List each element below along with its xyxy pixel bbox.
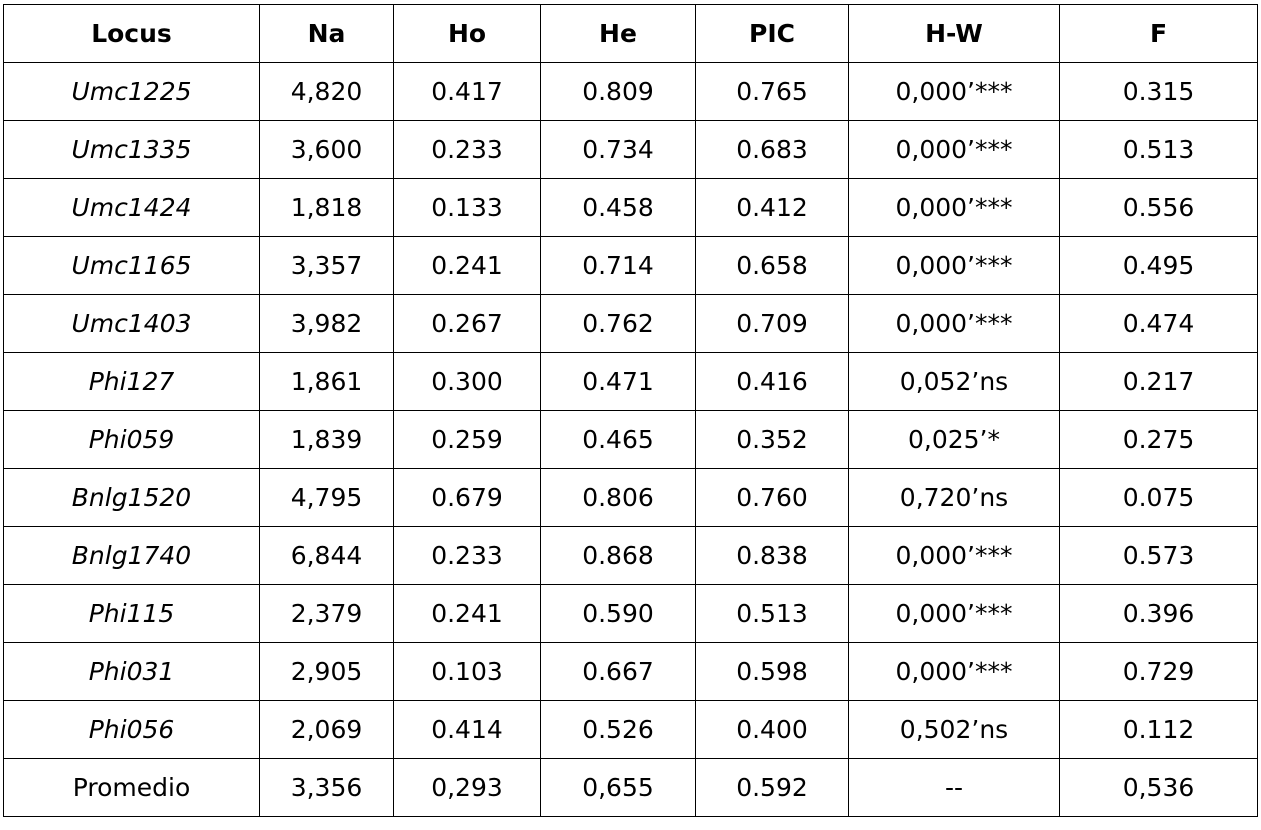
f-cell: 0.217 [1060, 353, 1258, 411]
locus-cell: Phi031 [4, 643, 260, 701]
hw-cell: 0,000’*** [849, 295, 1060, 353]
column-header-ho: Ho [394, 5, 541, 63]
table-row [4, 585, 1258, 643]
table-row [4, 63, 1258, 121]
hw-cell: 0,000’*** [849, 237, 1060, 295]
ho-cell: 0.241 [394, 585, 541, 643]
na-cell: 3,982 [260, 295, 394, 353]
f-cell: 0.513 [1060, 121, 1258, 179]
na-cell: 2,905 [260, 643, 394, 701]
he-cell: 0.526 [541, 701, 696, 759]
he-cell: 0.868 [541, 527, 696, 585]
locus-cell: Umc1335 [4, 121, 260, 179]
hw-cell: 0,000’*** [849, 63, 1060, 121]
f-cell: 0.573 [1060, 527, 1258, 585]
hw-cell: 0,502’ns [849, 701, 1060, 759]
f-cell: 0.075 [1060, 469, 1258, 527]
na-cell: 3,600 [260, 121, 394, 179]
table-row [4, 295, 1258, 353]
average-label: Promedio [4, 759, 260, 817]
locus-cell: Bnlg1740 [4, 527, 260, 585]
he-cell: 0.809 [541, 63, 696, 121]
locus-cell: Umc1403 [4, 295, 260, 353]
locus-cell: Umc1225 [4, 63, 260, 121]
na-cell: 1,818 [260, 179, 394, 237]
f-cell: 0.112 [1060, 701, 1258, 759]
f-cell: 0.495 [1060, 237, 1258, 295]
column-header-na: Na [260, 5, 394, 63]
he-cell: 0.471 [541, 353, 696, 411]
ho-cell: 0.259 [394, 411, 541, 469]
ho-cell: 0.103 [394, 643, 541, 701]
hw-cell: 0,000’*** [849, 527, 1060, 585]
pic-cell: 0.760 [696, 469, 849, 527]
hw-cell: 0,025’* [849, 411, 1060, 469]
f-cell: 0.275 [1060, 411, 1258, 469]
na-cell: 4,820 [260, 63, 394, 121]
table-row [4, 353, 1258, 411]
pic-cell: 0.658 [696, 237, 849, 295]
pic-cell: 0.416 [696, 353, 849, 411]
locus-cell: Phi059 [4, 411, 260, 469]
he-cell: 0.458 [541, 179, 696, 237]
na-cell: 2,379 [260, 585, 394, 643]
header-row [4, 5, 1258, 63]
hw-cell: 0,000’*** [849, 585, 1060, 643]
ho-cell: 0.300 [394, 353, 541, 411]
genetic-diversity-table [3, 4, 1258, 817]
pic-cell: 0.598 [696, 643, 849, 701]
average-row [4, 759, 1258, 817]
f-cell: 0.396 [1060, 585, 1258, 643]
na-cell: 4,795 [260, 469, 394, 527]
ho-cell: 0.267 [394, 295, 541, 353]
average-ho-cell: 0,293 [394, 759, 541, 817]
na-cell: 3,357 [260, 237, 394, 295]
column-header-pic: PIC [696, 5, 849, 63]
he-cell: 0.806 [541, 469, 696, 527]
he-cell: 0.667 [541, 643, 696, 701]
average-na-cell: 3,356 [260, 759, 394, 817]
na-cell: 1,861 [260, 353, 394, 411]
average-f-cell: 0,536 [1060, 759, 1258, 817]
column-header-he: He [541, 5, 696, 63]
na-cell: 2,069 [260, 701, 394, 759]
hw-cell: 0,000’*** [849, 179, 1060, 237]
f-cell: 0.556 [1060, 179, 1258, 237]
f-cell: 0.315 [1060, 63, 1258, 121]
hw-cell: 0,000’*** [849, 643, 1060, 701]
average-hw-cell: -- [849, 759, 1060, 817]
pic-cell: 0.412 [696, 179, 849, 237]
hw-cell: 0,052’ns [849, 353, 1060, 411]
table-row [4, 179, 1258, 237]
na-cell: 6,844 [260, 527, 394, 585]
pic-cell: 0.709 [696, 295, 849, 353]
table-row [4, 121, 1258, 179]
f-cell: 0.729 [1060, 643, 1258, 701]
locus-cell: Umc1424 [4, 179, 260, 237]
table-row [4, 527, 1258, 585]
average-pic-cell: 0.592 [696, 759, 849, 817]
pic-cell: 0.400 [696, 701, 849, 759]
he-cell: 0.465 [541, 411, 696, 469]
locus-cell: Umc1165 [4, 237, 260, 295]
locus-cell: Phi115 [4, 585, 260, 643]
table-row [4, 237, 1258, 295]
pic-cell: 0.513 [696, 585, 849, 643]
na-cell: 1,839 [260, 411, 394, 469]
pic-cell: 0.352 [696, 411, 849, 469]
pic-cell: 0.838 [696, 527, 849, 585]
he-cell: 0.590 [541, 585, 696, 643]
hw-cell: 0,720’ns [849, 469, 1060, 527]
ho-cell: 0.414 [394, 701, 541, 759]
he-cell: 0.734 [541, 121, 696, 179]
he-cell: 0.714 [541, 237, 696, 295]
hw-cell: 0,000’*** [849, 121, 1060, 179]
ho-cell: 0.679 [394, 469, 541, 527]
ho-cell: 0.241 [394, 237, 541, 295]
ho-cell: 0.417 [394, 63, 541, 121]
ho-cell: 0.233 [394, 121, 541, 179]
locus-cell: Phi127 [4, 353, 260, 411]
column-header-f: F [1060, 5, 1258, 63]
ho-cell: 0.133 [394, 179, 541, 237]
locus-cell: Bnlg1520 [4, 469, 260, 527]
he-cell: 0.762 [541, 295, 696, 353]
f-cell: 0.474 [1060, 295, 1258, 353]
column-header-locus: Locus [4, 5, 260, 63]
table-row [4, 411, 1258, 469]
table-row [4, 643, 1258, 701]
column-header-hw: H-W [849, 5, 1060, 63]
pic-cell: 0.765 [696, 63, 849, 121]
locus-cell: Phi056 [4, 701, 260, 759]
ho-cell: 0.233 [394, 527, 541, 585]
table-row [4, 701, 1258, 759]
pic-cell: 0.683 [696, 121, 849, 179]
average-he-cell: 0,655 [541, 759, 696, 817]
table-row [4, 469, 1258, 527]
